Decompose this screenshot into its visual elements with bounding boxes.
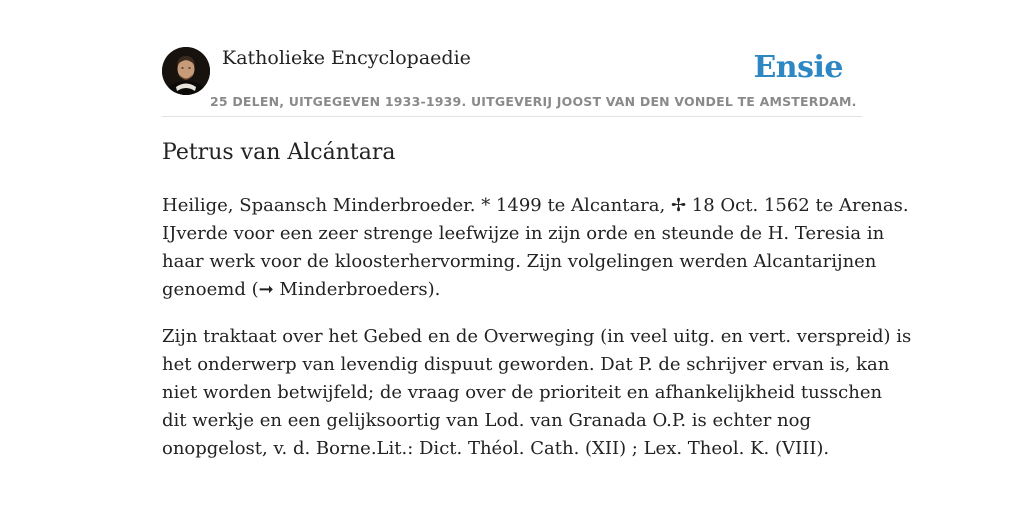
brand-logo[interactable]: Ensie	[753, 50, 843, 85]
paragraph-line: dit werkje en een gelijksoortig van Lod. van Granada O.P. is echter nog	[162, 410, 812, 431]
paragraph-line: IJverde voor een zeer strenge leefwijze in zijn orde en steunde de H. Teresia in	[162, 223, 885, 244]
paragraph-line: Zijn traktaat over het Gebed en de Overweging (in veel uitg. en vert. verspreid) is	[162, 326, 912, 347]
paragraph-line: het onderwerp van levendig dispuut geworden. Dat P. de schrijver ervan is, kan	[162, 354, 890, 375]
article-title: Petrus van Alcántara	[162, 140, 396, 165]
paragraph-line: genoemd (➞ Minderbroeders).	[162, 279, 441, 300]
paragraph-line: niet worden betwijfeld; de vraag over de prioriteit en afhankelijkheid tusschen	[162, 382, 883, 403]
portrait-avatar-icon	[162, 47, 210, 95]
source-meta: 25 DELEN, UITGEGEVEN 1933-1939. UITGEVERIJ JOOST VAN DEN VONDEL TE AMSTERDAM.	[210, 94, 857, 109]
paragraph-line: onopgelost, v. d. Borne.Lit.: Dict. Théol. Cath. (XII) ; Lex. Theol. K. (VIII).	[162, 438, 830, 459]
paragraph-line: Heilige, Spaansch Minderbroeder. * 1499 te Alcantara, ✢ 18 Oct. 1562 te Arenas.	[162, 195, 909, 216]
article-body	[162, 192, 912, 482]
article-paragraph-2	[162, 323, 912, 463]
article-paragraph-1	[162, 192, 909, 304]
source-title[interactable]: Katholieke Encyclopaedie	[222, 47, 471, 69]
paragraph-line: haar werk voor de kloosterhervorming. Zijn volgelingen werden Alcantarijnen	[162, 251, 877, 272]
source-avatar[interactable]	[162, 47, 210, 95]
source-header	[162, 44, 862, 117]
